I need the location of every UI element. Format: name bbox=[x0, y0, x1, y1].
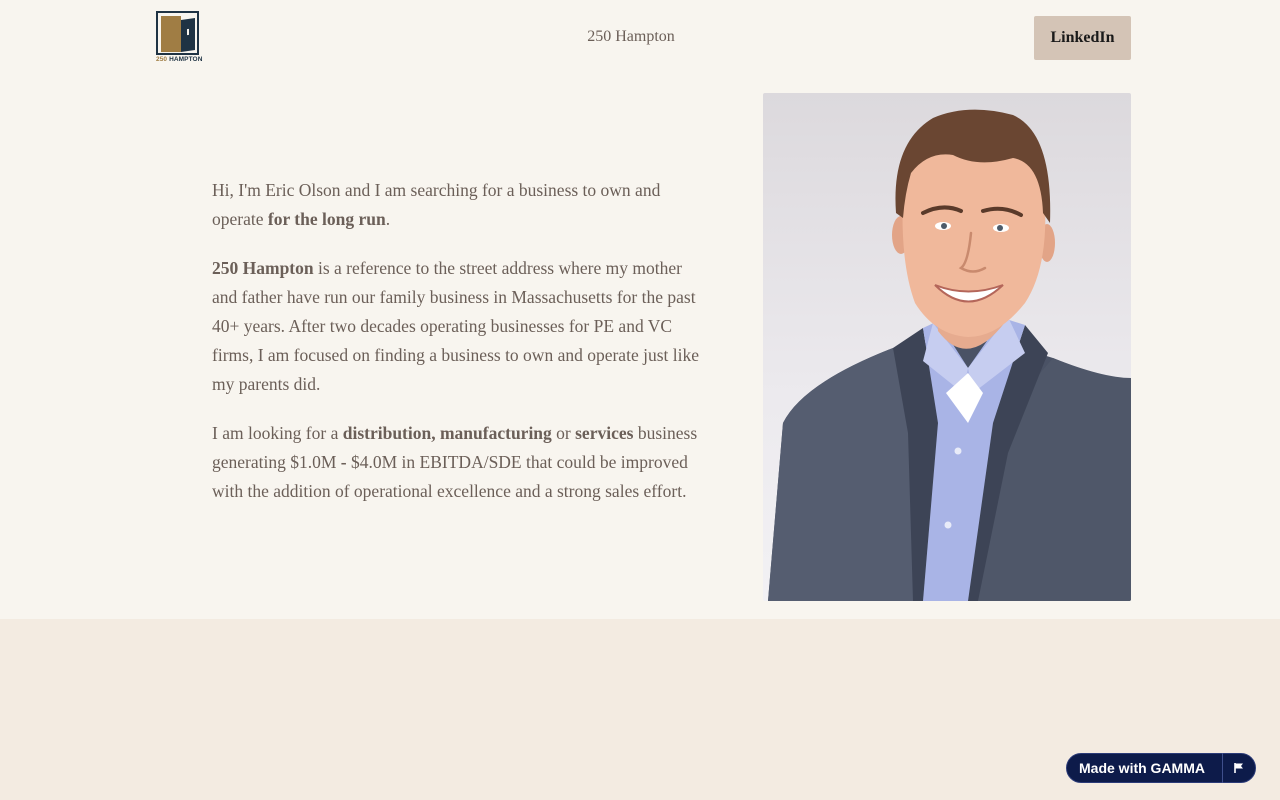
portrait-illustration bbox=[763, 93, 1131, 601]
door-logo-icon bbox=[156, 11, 199, 55]
badge-label: Made with GAMMA bbox=[1079, 760, 1205, 776]
flag-icon[interactable] bbox=[1223, 762, 1255, 774]
intro-paragraph-2: 250 Hampton is a reference to the street address where my mother and father have run our family business in Massachusetts for the past 40+ years. After two decades operating businesses for PE and VC firms, I am focused on finding a business to own and operate just like my parents did. bbox=[212, 258, 699, 394]
site-logo[interactable] bbox=[156, 11, 203, 65]
linkedin-button[interactable]: LinkedIn bbox=[1034, 16, 1131, 60]
logo-text: 250 HAMPTON bbox=[156, 56, 203, 63]
intro-paragraph-1: Hi, I'm Eric Olson and I am searching for a business to own and operate for the long run. bbox=[212, 180, 661, 229]
site-title[interactable]: 250 Hampton bbox=[587, 28, 675, 45]
intro-text bbox=[212, 176, 707, 526]
intro-paragraph-3: I am looking for a distribution, manufacturing or services business generating $1.0M - $4.0M in EBITDA/SDE that could be improved with the addition of operational excellence and a strong sales effort. bbox=[212, 423, 698, 501]
made-with-gamma-badge[interactable] bbox=[1066, 753, 1256, 783]
portrait-photo bbox=[763, 93, 1131, 601]
